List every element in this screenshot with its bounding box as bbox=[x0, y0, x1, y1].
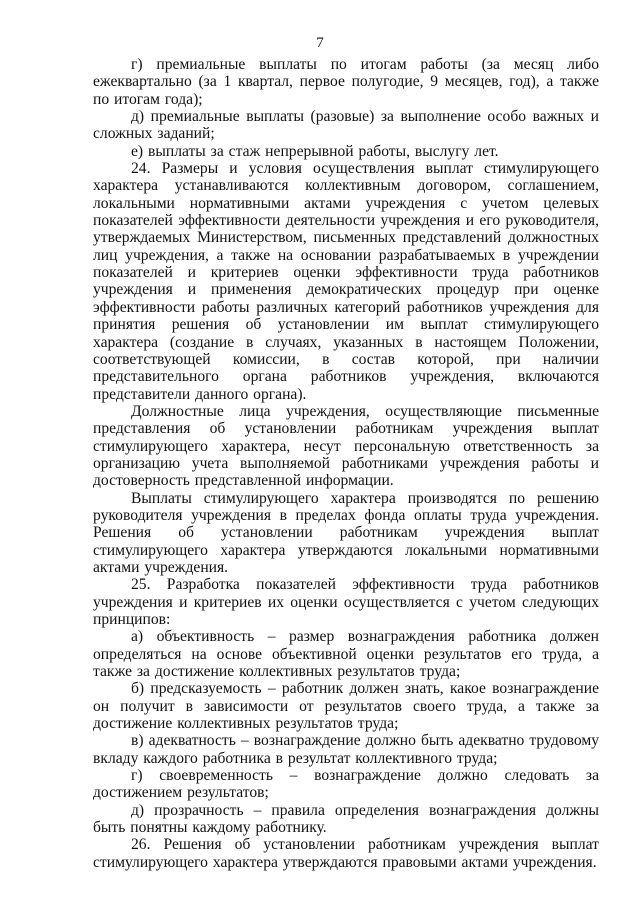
paragraph-26-legal-acts: 26. Решения об установлении работникам учреждения выплат стимулирующего характера утверждаются правовыми актами учреждения. bbox=[93, 836, 599, 871]
paragraph-officials-responsibility: Должностные лица учреждения, осуществляющие письменные представления об установлении работникам учреждения выплат стимулирующего характера, несут персональную ответственность за организацию учета выполняемой работниками учреждения работы и достоверность представленной информации. bbox=[93, 402, 599, 490]
paragraph-payment-decisions: Выплаты стимулирующего характера производятся по решению руководителя учреждения в пределах фонда оплаты труда учреждения. Решения об установлении работникам учреждения выплат стимулирующего характера утверждаются локальными нормативными актами учреждения. bbox=[93, 489, 599, 576]
document-body bbox=[93, 56, 599, 871]
paragraph-d-bonus-onetime: д) премиальные выплаты (разовые) за выполнение особо важных и сложных заданий; bbox=[93, 108, 599, 143]
principle-b-predictability: б) предсказуемость – работник должен знать, какое вознаграждение он получит в зависимости от результатов своего труда, а также за достижение коллективных результатов труда; bbox=[93, 680, 599, 733]
paragraph-e-seniority-payments: е) выплаты за стаж непрерывной работы, выслугу лет. bbox=[131, 142, 499, 160]
paragraph-g-bonus-periodic: г) премиальные выплаты по итогам работы (за месяц либо ежеквартально (за 1 квартал, первое полугодие, 9 месяцев, год), а также по итогам года); bbox=[93, 56, 599, 108]
principle-d-transparency: д) прозрачность – правила определения вознаграждения должны быть понятны каждому работнику. bbox=[93, 801, 599, 837]
paragraph-24-payment-conditions: 24. Размеры и условия осуществления выплат стимулирующего характера устанавливаются коллективным договором, соглашением, локальными нормативными актами учреждения с учетом целевых показателей эффективности деятельности учреждения и его руководителя, утверждаемых Министерством, письменных представлений должностных лиц учреждения, а также на основании разрабатываемых в учреждении показателей и критериев оценки эффективности труда работников учреждения и применения демократических процедур при оценке эффективности работы различных категорий работников учреждения для принятия решения об установлении им выплат стимулирующего характера (создание в случаях, указанных в настоящем Положении, соответствующей комиссии, в состав которой, при наличии представительного органа работников учреждения, включаются представители данного органа). bbox=[93, 160, 599, 403]
principle-g-timeliness: г) своевременность – вознаграждение должно следовать за достижением результатов; bbox=[93, 767, 599, 802]
page-number: 7 bbox=[316, 35, 324, 51]
paragraph-25-indicator-principles: 25. Разработка показателей эффективности труда работников учреждения и критериев их оценки осуществляется с учетом следующих принципов: bbox=[93, 576, 599, 628]
principle-v-adequacy: в) адекватность – вознаграждение должно быть адекватно трудовому вкладу каждого работника в результат коллективного труда; bbox=[93, 732, 599, 767]
principle-a-objectivity: а) объективность – размер вознаграждения работника должен определяться на основе объективной оценки результатов его труда, а также за достижение коллективных результатов труда; bbox=[93, 628, 599, 681]
